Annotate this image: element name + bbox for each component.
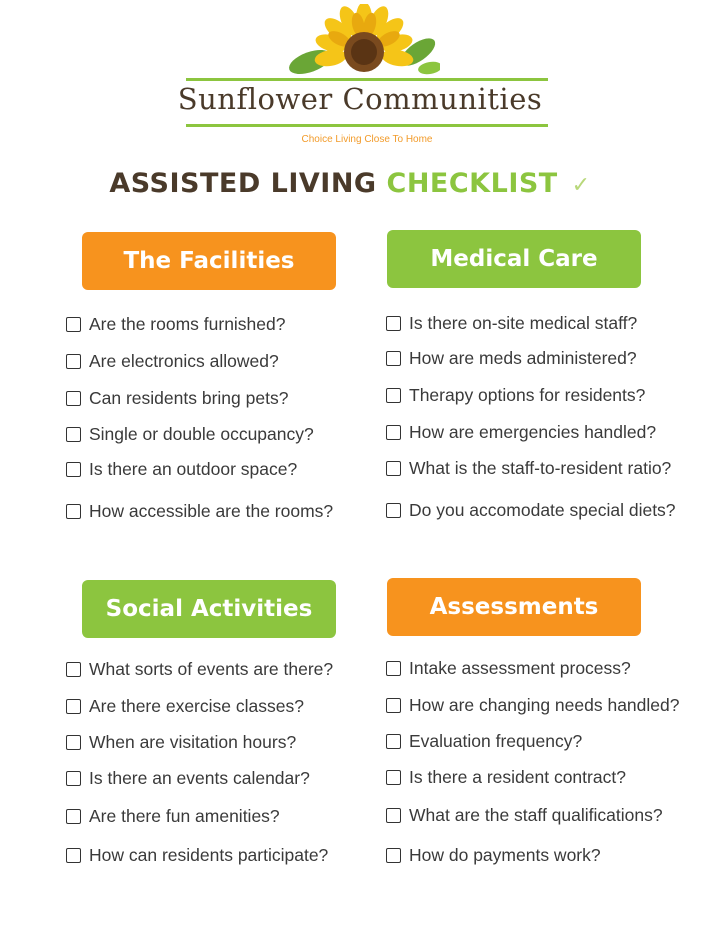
- checkbox[interactable]: [386, 503, 401, 518]
- item-label: How do payments work?: [409, 845, 601, 865]
- checkbox[interactable]: [66, 848, 81, 863]
- checkbox[interactable]: [66, 771, 81, 786]
- checkbox[interactable]: [386, 661, 401, 676]
- checklist-item[interactable]: [66, 732, 296, 753]
- checklist-item[interactable]: [386, 422, 656, 443]
- checkbox[interactable]: [386, 388, 401, 403]
- checklist-item[interactable]: [66, 351, 279, 372]
- checkbox[interactable]: [66, 427, 81, 442]
- checkbox[interactable]: [386, 351, 401, 366]
- checkbox[interactable]: [66, 809, 81, 824]
- checkbox[interactable]: [66, 735, 81, 750]
- checkbox[interactable]: [66, 354, 81, 369]
- checklist-item[interactable]: [66, 388, 288, 409]
- checklist-item[interactable]: [66, 696, 304, 717]
- checklist-item[interactable]: [386, 458, 671, 479]
- section-title: Assessments: [429, 594, 599, 620]
- logo-rule-top: [186, 78, 548, 81]
- item-label: Is there an events calendar?: [89, 768, 310, 788]
- item-label: Are there fun amenities?: [89, 806, 280, 826]
- item-label: Therapy options for residents?: [409, 385, 646, 405]
- checklist-item[interactable]: [66, 845, 328, 866]
- brand-name: Sunflower Communities: [177, 82, 543, 116]
- item-label: Are there exercise classes?: [89, 696, 304, 716]
- checklist-item[interactable]: [386, 767, 626, 788]
- item-label: What sorts of events are there?: [89, 659, 334, 679]
- checkbox[interactable]: [66, 317, 81, 332]
- checkbox[interactable]: [66, 662, 81, 677]
- checkbox[interactable]: [66, 504, 81, 519]
- checklist-item[interactable]: [66, 659, 333, 680]
- section-title: Medical Care: [430, 246, 598, 272]
- checkbox[interactable]: [386, 316, 401, 331]
- checkbox[interactable]: [66, 462, 81, 477]
- checklist-item[interactable]: [386, 385, 645, 406]
- item-label: Evaluation frequency?: [409, 731, 583, 751]
- checklist-item[interactable]: [386, 658, 631, 679]
- item-label: Single or double occupancy?: [89, 424, 314, 444]
- checkbox[interactable]: [66, 699, 81, 714]
- item-label: Is there on-site medical staff?: [409, 313, 638, 333]
- title-part-1: ASSISTED LIVING: [109, 168, 377, 199]
- tagline: Choice Living Close To Home: [301, 134, 433, 145]
- item-label: How are emergencies handled?: [409, 422, 657, 442]
- checklist-item[interactable]: [386, 313, 637, 334]
- item-label: What are the staff qualifications?: [409, 805, 663, 825]
- section-header-medical-care: [387, 230, 641, 288]
- item-label: Can residents bring pets?: [89, 388, 289, 408]
- item-label: Are the rooms furnished?: [89, 314, 286, 334]
- sunflower-icon: [280, 4, 440, 84]
- checklist-item[interactable]: [386, 805, 663, 826]
- checkbox[interactable]: [386, 698, 401, 713]
- item-label: Is there a resident contract?: [409, 767, 626, 787]
- checkbox[interactable]: [386, 461, 401, 476]
- item-label: Are electronics allowed?: [89, 351, 279, 371]
- checkbox[interactable]: [386, 734, 401, 749]
- checklist-item[interactable]: [66, 424, 314, 445]
- checkbox[interactable]: [386, 808, 401, 823]
- section-header-facilities: [82, 232, 336, 290]
- item-label: Intake assessment process?: [409, 658, 631, 678]
- title-part-2: CHECKLIST: [386, 168, 558, 199]
- page-title: [0, 168, 700, 199]
- item-label: How are changing needs handled?: [409, 695, 680, 715]
- logo: [0, 0, 720, 160]
- checklist-item[interactable]: [386, 348, 637, 369]
- checklist-item[interactable]: [386, 845, 601, 866]
- item-label: How are meds administered?: [409, 348, 637, 368]
- section-title: The Facilities: [123, 248, 295, 274]
- item-label: Is there an outdoor space?: [89, 459, 298, 479]
- checklist-item[interactable]: [66, 501, 333, 522]
- section-title: Social Activities: [105, 596, 313, 622]
- checkbox[interactable]: [386, 848, 401, 863]
- item-label: What is the staff-to-resident ratio?: [409, 458, 672, 478]
- checklist-item[interactable]: [66, 459, 297, 480]
- checklist-item[interactable]: [386, 695, 679, 716]
- item-label: Do you accomodate special diets?: [409, 500, 676, 520]
- item-label: When are visitation hours?: [89, 732, 297, 752]
- checkbox[interactable]: [66, 391, 81, 406]
- checkmark-icon: ✓: [571, 173, 591, 198]
- section-header-assessments: [387, 578, 641, 636]
- item-label: How can residents participate?: [89, 845, 329, 865]
- checkbox[interactable]: [386, 770, 401, 785]
- checklist-item[interactable]: [66, 768, 310, 789]
- checklist-item[interactable]: [66, 314, 286, 335]
- checklist-item[interactable]: [386, 500, 676, 521]
- section-header-social-activities: [82, 580, 336, 638]
- checkbox[interactable]: [386, 425, 401, 440]
- checklist-item[interactable]: [386, 731, 582, 752]
- item-label: How accessible are the rooms?: [89, 501, 334, 521]
- logo-rule-bottom: [186, 124, 548, 127]
- checklist-item[interactable]: [66, 806, 280, 827]
